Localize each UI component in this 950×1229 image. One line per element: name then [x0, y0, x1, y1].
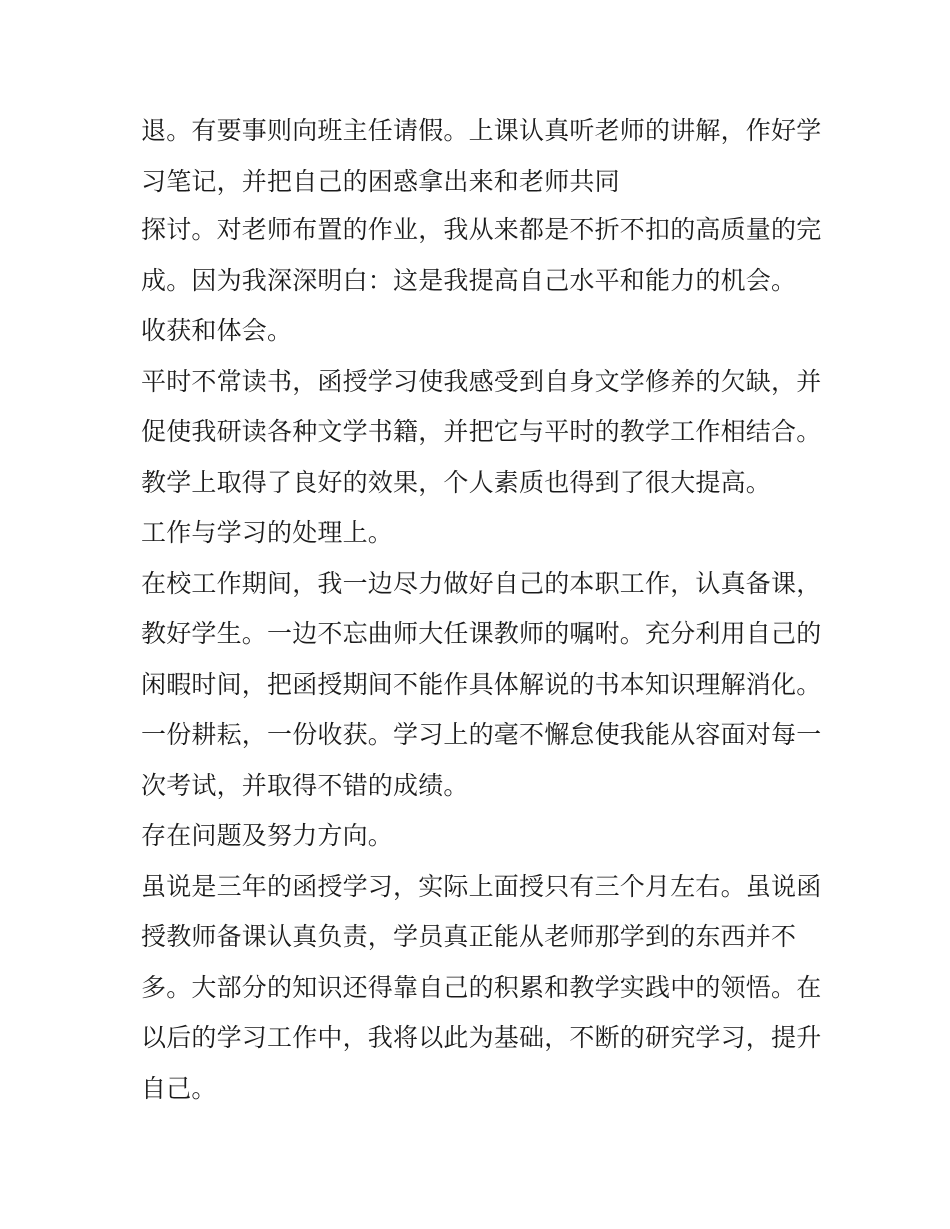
text-line: 自己。 [141, 1074, 217, 1103]
text-line: 闲暇时间，把函授期间不能作具体解说的书本知识理解消化。 [141, 670, 822, 699]
text-line: 成。因为我深深明白：这是我提高自己水平和能力的机会。 [141, 266, 797, 295]
text-line: 多。大部分的知识还得靠自己的积累和教学实践中的领悟。在 [141, 973, 822, 1002]
text-line: 习笔记，并把自己的困惑拿出来和老师共同 [141, 167, 620, 196]
text-line: 教学上取得了良好的效果，个人素质也得到了很大提高。 [141, 468, 772, 497]
text-line: 促使我研读各种文学书籍，并把它与平时的教学工作相结合。 [141, 417, 822, 446]
section-heading-work-study: 工作与学习的处理上。 [141, 518, 394, 547]
text-line: 教好学生。一边不忘曲师大任课教师的嘱咐。充分利用自己的 [141, 619, 822, 648]
text-line: 虽说是三年的函授学习，实际上面授只有三个月左右。虽说函 [141, 872, 822, 901]
section-heading-problems: 存在问题及努力方向。 [141, 821, 394, 850]
text-line: 退。有要事则向班主任请假。上课认真听老师的讲解，作好学 [141, 116, 822, 145]
text-line: 授教师备课认真负责，学员真正能从老师那学到的东西并不 [141, 922, 797, 951]
text-line: 平时不常读书，函授学习使我感受到自身文学修养的欠缺，并 [141, 367, 822, 396]
text-line: 以后的学习工作中，我将以此为基础，不断的研究学习，提升 [141, 1023, 822, 1052]
text-line: 次考试，并取得不错的成绩。 [141, 771, 469, 800]
text-line: 探讨。对老师布置的作业，我从来都是不折不扣的高质量的完 [141, 215, 822, 244]
text-line: 一份耕耘，一份收获。学习上的毫不懈怠使我能从容面对每一 [141, 720, 822, 749]
section-heading-harvest: 收获和体会。 [141, 316, 293, 345]
text-line: 在校工作期间，我一边尽力做好自己的本职工作，认真备课， [141, 569, 822, 598]
